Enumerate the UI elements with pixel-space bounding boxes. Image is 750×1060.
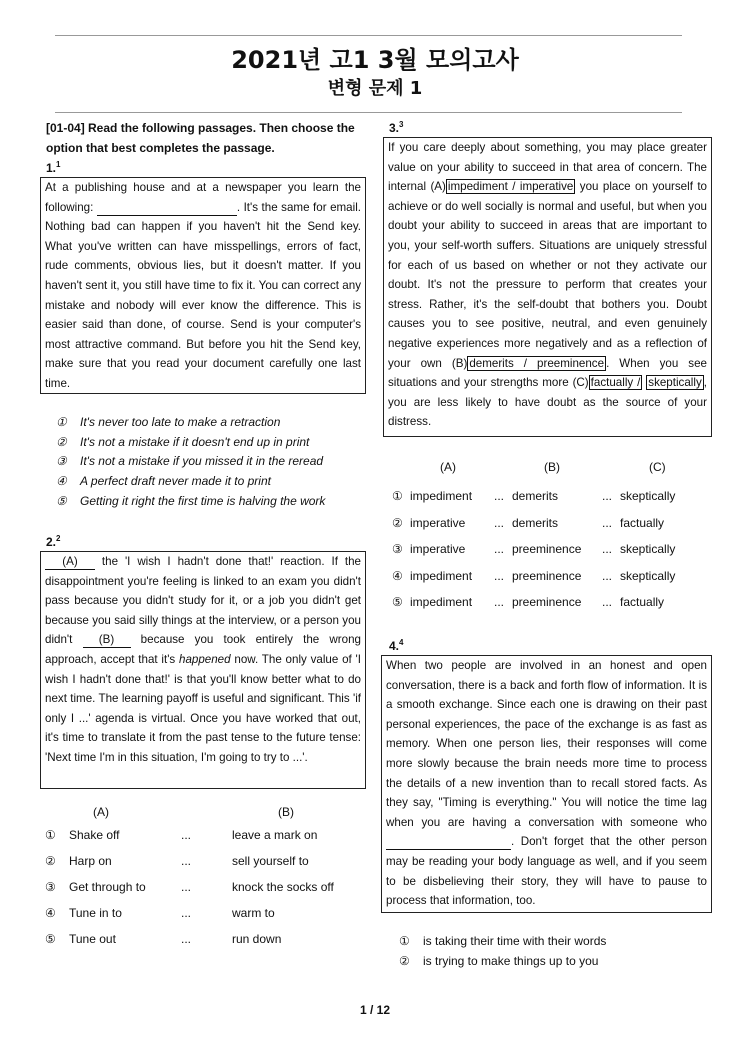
- option-a: imperative: [410, 542, 466, 556]
- option-number: ①: [45, 828, 56, 842]
- option-text: is taking their time with their words: [423, 934, 607, 948]
- option-b: preeminence: [512, 568, 582, 583]
- option-b: demerits: [512, 489, 559, 503]
- option-b: preeminence: [512, 595, 582, 609]
- option-text: A perfect draft never made it to print: [80, 474, 271, 489]
- answer-option[interactable]: [392, 569, 472, 583]
- question-1-passage: At a publishing house and at a newspaper you learn the following: . It's the same for email. Nothing bad can happen if you haven't hit the Send key. What you've written can have misspellings, errors of fact, rude comments, obvious lies, but it doesn't matter. If you haven't sent it, you still have time to fix it. You can correct any mistake and nobody will ever know the difference. This is easier said than done, of course. Send is your computer's most attractive command. But before you hit the Send key, make sure that you read your document carefully one last time.: [40, 177, 366, 394]
- separator: ...: [494, 542, 505, 556]
- page-number: 1 / 12: [359, 1003, 391, 1017]
- separator: ...: [181, 932, 192, 946]
- separator: ...: [602, 489, 613, 503]
- separator: ...: [181, 828, 192, 842]
- answer-blank: [97, 201, 237, 216]
- answer-option[interactable]: [45, 828, 119, 842]
- answer-option[interactable]: [45, 906, 122, 920]
- option-number: ④: [56, 474, 67, 489]
- top-rule: [55, 35, 682, 36]
- option-a: Tune in to: [69, 906, 122, 920]
- option-number: ③: [392, 542, 403, 556]
- page-title: 2021년 고1 3월 모의고사: [231, 46, 519, 74]
- question-2-passage: (A) the 'I wish I hadn't done that!' reaction. If the disappointment you're feeling is linked to an exam you didn't pass because you didn't study for it, or a job you didn't get because you said silly things at the interview, or a person you didn't (B) because you took entirely the wrong approach, accept that it's happened now. The only value of 'I wish I hadn't done that!' is that you'll know better what to do next time. The learning payoff is useful and significant. This 'if only I ...' agenda is virtual. Once you have worked that out, it's time to translate it from the past tense to the future tense: 'Next time I'm in this situation, I'm going to try to ...'.: [40, 551, 366, 789]
- option-c: skeptically: [620, 489, 676, 503]
- option-text: is trying to make things up to you: [423, 953, 599, 968]
- question-3-passage: If you care deeply about something, you may place greater value on your ability to succeed in that area of concern. The internal (A) impediment / imperative you place on yourself to achieve or do well socially is normal and useful, but when you doubt your ability to succeed in areas that are important to you, your self-worth suffers. Situations are uniquely stressful for each of us based on whether or not they activate our doubt. It's not the pressure to perform that creates your stress. Rather, it's the self-doubt that bothers you. Doubt causes you to see positive, neutral, and even genuinely negative experiences more negatively and as a reflection of your own (B) demerits / preeminence . When you see situations and your strengths more (C) factually / skeptically , you are less likely to have doubt as the source of your distress.: [383, 137, 712, 437]
- option-text: It's not a mistake if it doesn't end up in print: [80, 434, 310, 449]
- option-a: Harp on: [69, 854, 112, 868]
- option-number: ④: [45, 906, 56, 920]
- answer-option[interactable]: [45, 854, 112, 868]
- option-c: factually: [620, 595, 665, 609]
- page-subtitle: 변형 문제 1: [327, 78, 423, 99]
- answer-option[interactable]: [45, 880, 146, 894]
- question-4-passage: When two people are involved in an honest and open conversation, there is a back and forth flow of information. It is a smooth exchange. Since each one is drawing on their past personal experiences, the pace of the exchange is as fast as memory. When one person lies, their responses will come more slowly because the brain needs more time to process the details of a new invention than to recall stored facts. As they say, "Timing is everything." You will notice the time lag when you are having a conversation with someone who . Don't forget that the other person may be reading your body language as well, and if you seem to be disbelieving their story, they will have to pause to process that information, too.: [381, 655, 712, 913]
- choice-b-box: demerits / preeminence: [469, 356, 605, 370]
- option-number: ③: [45, 880, 56, 894]
- option-number: ②: [45, 854, 56, 868]
- separator: ...: [602, 515, 613, 530]
- blank-b: (B): [83, 633, 131, 648]
- option-b: leave a mark on: [232, 828, 318, 842]
- option-text: Getting it right the first time is halving the work: [80, 493, 326, 508]
- option-text: It's not a mistake if you missed it in the reread: [80, 454, 324, 469]
- option-c: factually: [620, 515, 665, 530]
- option-b: knock the socks off: [232, 880, 334, 894]
- separator: ...: [494, 568, 505, 583]
- option-c: skeptically: [620, 568, 676, 583]
- choice-c-box-part2: skeptically: [648, 376, 702, 390]
- option-number: ③: [56, 454, 67, 469]
- answer-option[interactable]: [392, 489, 472, 503]
- blank-a: (A): [45, 555, 95, 570]
- option-text: It's never too late to make a retraction: [80, 415, 281, 429]
- answer-option[interactable]: [56, 435, 309, 449]
- column-header-c: (C): [649, 460, 666, 474]
- option-number: ⑤: [45, 932, 56, 946]
- option-b: demerits: [512, 515, 559, 530]
- option-a: impediment: [410, 568, 473, 583]
- separator: ...: [602, 595, 613, 609]
- answer-option[interactable]: [392, 542, 465, 556]
- answer-option[interactable]: [56, 474, 271, 488]
- question-3-number: 3.$^3$: [389, 120, 404, 135]
- answer-option[interactable]: [392, 595, 472, 609]
- answer-option[interactable]: [56, 494, 325, 508]
- option-a: Tune out: [69, 932, 116, 946]
- option-a: Shake off: [69, 828, 120, 842]
- option-number: ②: [392, 515, 403, 530]
- option-b: run down: [232, 932, 282, 946]
- answer-option[interactable]: [399, 954, 598, 968]
- separator: ...: [602, 568, 613, 583]
- column-header-a: (A): [440, 460, 456, 474]
- option-b: sell yourself to: [232, 854, 309, 868]
- choice-a-box: impediment / imperative: [447, 180, 574, 194]
- option-number: ①: [399, 934, 410, 948]
- answer-option[interactable]: [45, 932, 116, 946]
- option-c: skeptically: [620, 542, 676, 556]
- option-a: impediment: [410, 489, 473, 503]
- option-a: impediment: [410, 595, 473, 609]
- answer-option[interactable]: [56, 415, 280, 429]
- instructions: [01-04] Read the following passages. Then choose the option that best completes the passage.: [46, 121, 355, 155]
- option-b: warm to: [232, 906, 275, 920]
- choice-c-box-part1: factually /: [590, 376, 641, 390]
- separator: ...: [494, 515, 505, 530]
- option-a: Get through to: [69, 880, 146, 894]
- option-number: ①: [392, 489, 403, 503]
- separator: ...: [494, 595, 505, 609]
- answer-option[interactable]: [392, 516, 465, 530]
- answer-option[interactable]: [56, 454, 323, 468]
- separator: ...: [602, 542, 613, 556]
- question-4-number: 4.$^4$: [389, 638, 404, 653]
- question-2-number: 2.$^2$: [46, 534, 61, 549]
- option-a: imperative: [410, 515, 466, 530]
- column-header-a: (A): [93, 805, 109, 819]
- column-header-b: (B): [544, 460, 560, 474]
- answer-blank: [386, 835, 511, 850]
- separator: ...: [181, 880, 192, 894]
- option-number: ②: [399, 953, 410, 968]
- question-1-number: 1.$^1$: [46, 160, 61, 175]
- option-number: ②: [56, 434, 67, 449]
- option-number: ④: [392, 568, 403, 583]
- column-header-b: (B): [278, 805, 294, 819]
- answer-option[interactable]: [399, 934, 606, 948]
- header-rule: [55, 112, 682, 113]
- option-b: preeminence: [512, 542, 582, 556]
- option-number: ⑤: [56, 493, 67, 508]
- separator: ...: [181, 906, 192, 920]
- separator: ...: [181, 854, 192, 868]
- separator: ...: [494, 489, 505, 503]
- option-number: ⑤: [392, 595, 403, 609]
- option-number: ①: [56, 415, 67, 429]
